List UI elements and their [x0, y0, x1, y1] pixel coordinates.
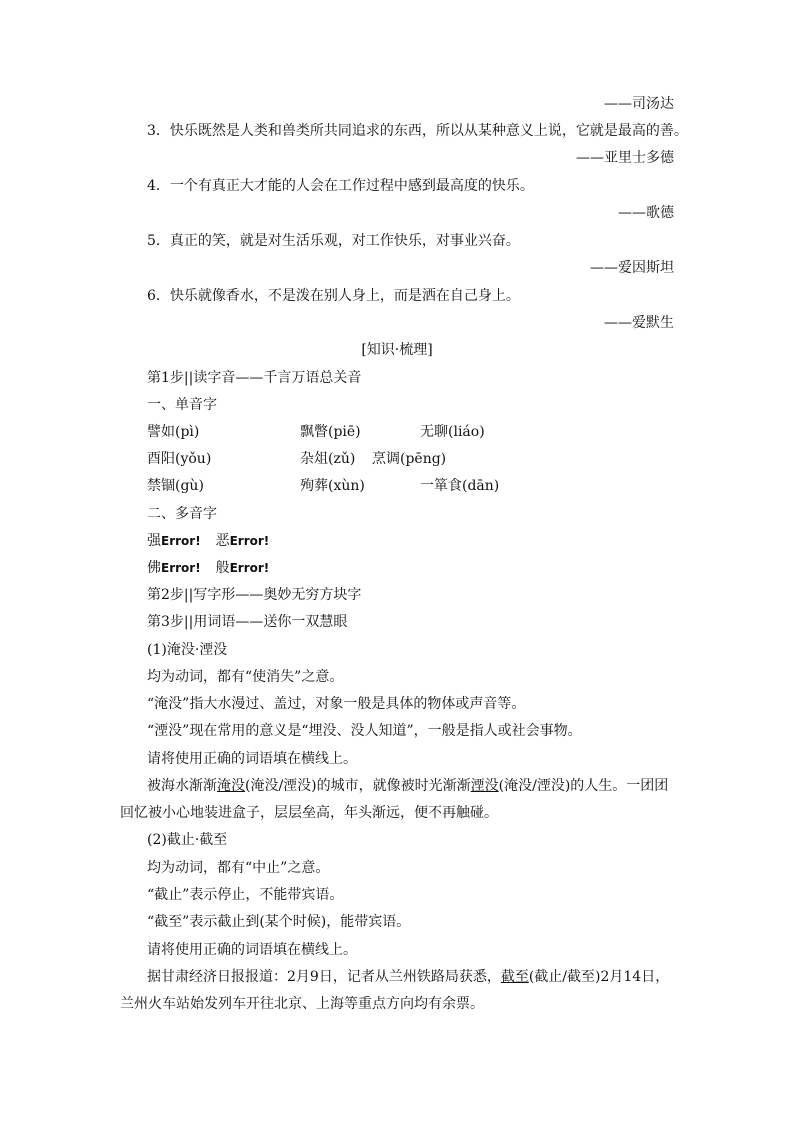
pinyin-item: 飘瞥(piē): [300, 424, 361, 440]
polyphone-char: 恶: [215, 533, 230, 549]
quote-attribution: ——司汤达: [604, 96, 674, 112]
example-sentence-cont: 兰州火车站始发列车开往北京、上海等重点方向均有余票。: [120, 996, 484, 1012]
pinyin-item: 杂俎(zǔ): [300, 451, 356, 467]
explanation-line: “截止”表示停止，不能带宾语。: [147, 887, 344, 903]
quote-5: 5．真正的笑，就是对生活乐观，对工作快乐，对事业兴奋。: [147, 233, 520, 249]
explanation-line: “淹没”指大水漫过、盖过，对象一般是具体的物体或声音等。: [147, 696, 526, 712]
step-2-heading: 第2步||写字形——奥妙无穷方块字: [147, 587, 362, 603]
pinyin-item: 譬如(pì): [147, 424, 200, 440]
pinyin-item: 一箪食(dān): [420, 478, 500, 494]
single-sound-heading: 一、单音字: [147, 397, 217, 413]
explanation-line: “湮没”现在常用的意义是“埋没、没人知道”，一般是指人或社会事物。: [147, 723, 582, 739]
explanation-line: 均为动词，都有“使消失”之意。: [147, 669, 344, 685]
step-1-heading: 第1步||读字音——千言万语总关音: [147, 370, 362, 386]
polyphone-row: [147, 558, 269, 578]
quote-3: 3．快乐既然是人类和兽类所共同追求的东西，所以从某种意义上说，它就是最高的善。: [147, 123, 688, 139]
field-error: Error!: [161, 561, 201, 575]
polyphone-char: 强: [147, 533, 161, 549]
pinyin-item: 烹调(pēng): [372, 451, 447, 467]
example-sentence: 被海水渐渐淹没(淹没/湮没)的城市，就像被时光渐渐湮没(淹没/湮没)的人生。一团团: [147, 778, 669, 794]
instruction-line: 请将使用正确的词语填在横线上。: [147, 751, 357, 767]
quote-4: 4．一个有真正大才能的人会在工作过程中感到最高度的快乐。: [147, 178, 534, 194]
example-sentence: 据甘肃经济日报报道：2月9日，记者从兰州铁路局获悉，截至(截止/截至)2月14日，: [147, 969, 670, 985]
field-error: Error!: [161, 534, 201, 548]
pinyin-item: 酉阳(yǒu): [147, 451, 212, 467]
pinyin-item: 殉葬(xùn): [300, 478, 365, 494]
field-error: Error!: [229, 534, 270, 548]
field-error: Error!: [229, 561, 270, 575]
quote-attribution: ——爱因斯坦: [590, 260, 674, 276]
pinyin-item: 禁锢(gù): [147, 478, 204, 494]
word-pair-title: (1)淹没·湮没: [147, 642, 228, 658]
section-title: [知识·梳理]: [361, 342, 433, 358]
quote-6: 6．快乐就像香水，不是泼在别人身上，而是洒在自己身上。: [147, 288, 520, 304]
example-sentence-cont: 回忆被小心地装进盒子，层层垒高，年头渐远，便不再触碰。: [120, 805, 498, 821]
pinyin-item: 无聊(liáo): [420, 424, 485, 440]
quote-attribution: ——爱默生: [604, 315, 674, 331]
explanation-line: “截至”表示截止到(某个时候)，能带宾语。: [147, 914, 411, 930]
instruction-line: 请将使用正确的词语填在横线上。: [147, 942, 357, 958]
quote-attribution: ——亚里士多德: [576, 150, 674, 166]
step-3-heading: 第3步||用词语——送你一双慧眼: [147, 614, 348, 630]
answer-blank: 湮没: [470, 778, 499, 794]
explanation-line: 均为动词，都有“中止”之意。: [147, 860, 330, 876]
answer-blank: 截至: [500, 969, 529, 985]
polyphone-char: 般: [215, 560, 230, 576]
polyphone-char: 佛: [147, 560, 161, 576]
polyphone-heading: 二、多音字: [147, 506, 217, 522]
quote-attribution: ——歌德: [618, 205, 674, 221]
word-pair-title: (2)截止·截至: [147, 832, 228, 848]
answer-blank: 淹没: [217, 778, 245, 794]
polyphone-row: [147, 531, 269, 551]
